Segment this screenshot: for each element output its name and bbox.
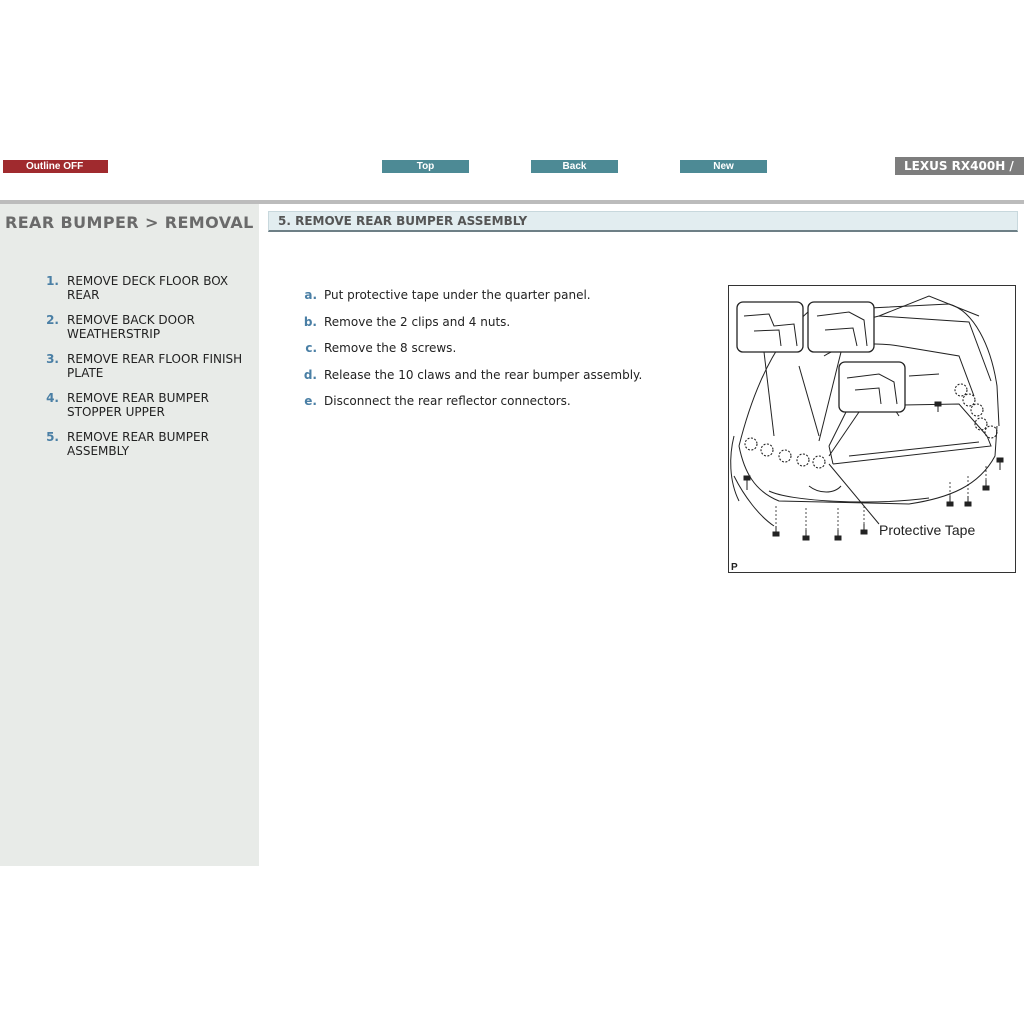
figure-corner-label: P: [731, 562, 738, 572]
step-item[interactable]: [0, 274, 259, 302]
back-button[interactable]: Back: [531, 160, 618, 173]
step-link[interactable]: REMOVE BACK DOOR WEATHERSTRIP: [67, 313, 195, 341]
step-item[interactable]: [0, 391, 259, 419]
step-number: 5.: [46, 430, 59, 444]
step-item[interactable]: [0, 313, 259, 341]
instruction-letter: e.: [304, 394, 317, 408]
procedure-step-list: [0, 274, 259, 469]
instruction-item: [300, 315, 510, 329]
new-button[interactable]: New: [680, 160, 767, 173]
instruction-letter: c.: [305, 341, 317, 355]
instruction-letter: b.: [303, 315, 317, 329]
instruction-item: [300, 394, 571, 408]
outline-off-label: Outline OFF: [26, 161, 84, 172]
step-item[interactable]: [0, 430, 259, 458]
step-link[interactable]: REMOVE REAR BUMPER ASSEMBLY: [67, 430, 209, 458]
step-item[interactable]: [0, 352, 259, 380]
step-number: 3.: [46, 352, 59, 366]
vehicle-model-label: LEXUS RX400H /: [895, 157, 1024, 175]
step-link[interactable]: REMOVE REAR FLOOR FINISH PLATE: [67, 352, 243, 380]
section-title: 5. REMOVE REAR BUMPER ASSEMBLY: [268, 211, 1018, 232]
protective-tape-label: Protective Tape: [879, 522, 976, 538]
breadcrumb: REAR BUMPER > REMOVAL: [5, 213, 254, 232]
callout-leader-line: [829, 464, 879, 524]
instruction-text: Release the 10 claws and the rear bumper assembly.: [324, 368, 643, 382]
instruction-letter: a.: [304, 288, 317, 302]
instruction-item: [300, 341, 456, 355]
instruction-text: Disconnect the rear reflector connectors.: [324, 394, 571, 408]
outline-off-button[interactable]: [3, 160, 108, 173]
rear-bumper-illustration: [728, 285, 1016, 573]
instruction-text: Remove the 2 clips and 4 nuts.: [324, 315, 511, 329]
step-number: 1.: [46, 274, 59, 288]
instruction-item: [300, 368, 642, 382]
instruction-letter: d.: [303, 368, 317, 382]
top-button[interactable]: Top: [382, 160, 469, 173]
step-number: 2.: [46, 313, 59, 327]
instruction-item: [300, 288, 591, 302]
step-number: 4.: [46, 391, 59, 405]
step-link[interactable]: REMOVE DECK FLOOR BOX REAR: [67, 274, 229, 302]
rear-bumper-diagram: [729, 286, 1015, 572]
instruction-text: Remove the 8 screws.: [324, 341, 457, 355]
step-link[interactable]: REMOVE REAR BUMPER STOPPER UPPER: [67, 391, 209, 419]
instruction-text: Put protective tape under the quarter panel.: [324, 288, 591, 302]
